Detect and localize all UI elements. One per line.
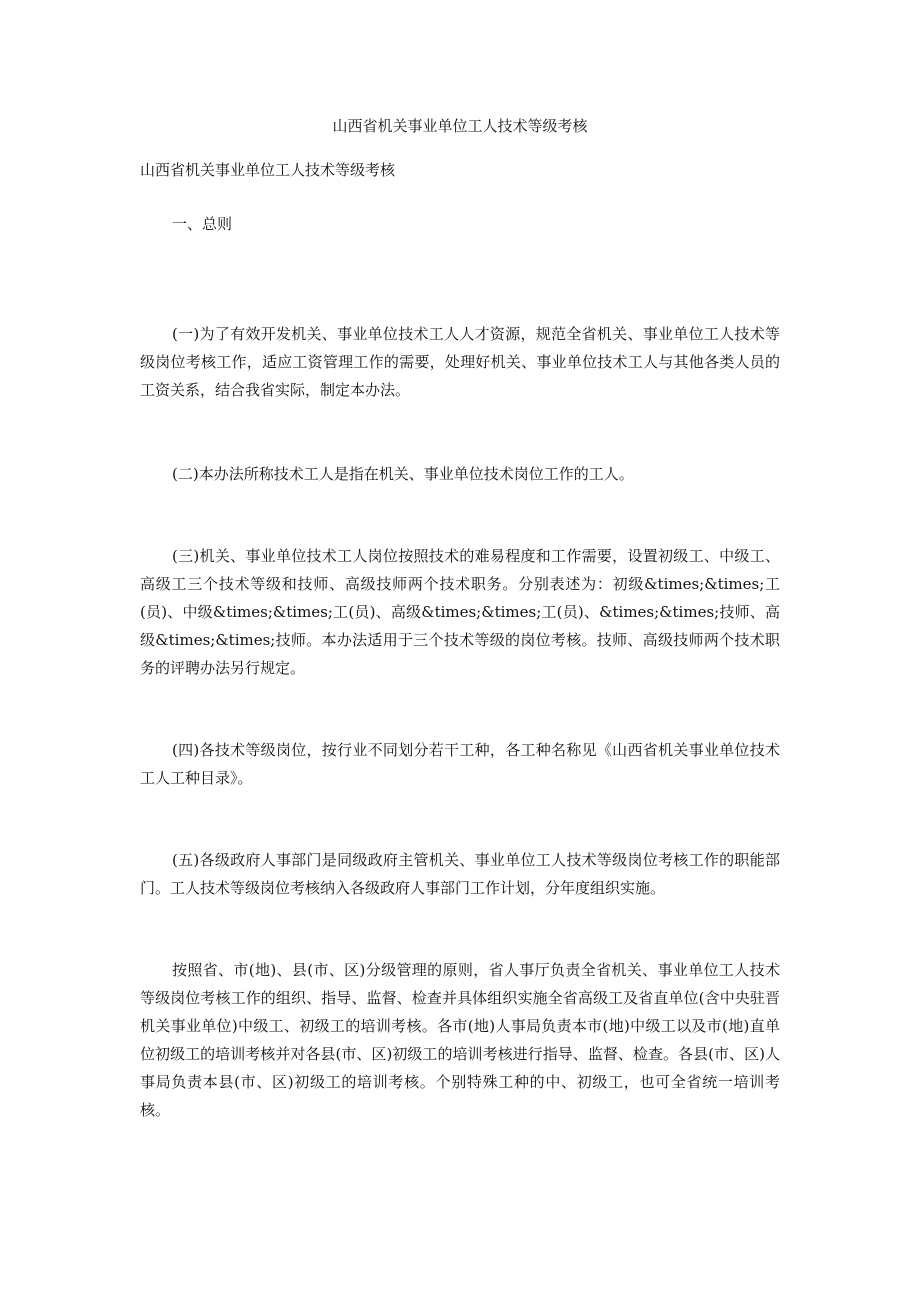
paragraph-3: (三)机关、事业单位技术工人岗位按照技术的难易程度和工作需要，设置初级工、中级工、高级工三个技术等级和技师、高级技师两个技术职务。分别表述为：初级&times;&times;工(员)、中级&times;&times;工(员)、高级&times;&times;工(员)、&times;&times;技师、高级&times;&times;技师。本办法适用于三个技术等级的岗位考核。技师、高级技师两个技术职务的评聘办法另行规定。 — [140, 547, 780, 677]
paragraph-2: (二)本办法所称技术工人是指在机关、事业单位技术岗位工作的工人。 — [172, 465, 634, 483]
paragraph-5: (五)各级政府人事部门是同级政府主管机关、事业单位工人技术等级岗位考核工作的职能部门。工人技术等级岗位考核纳入各级政府人事部门工作计划，分年度组织实施。 — [140, 851, 780, 897]
paragraph-6: 按照省、市(地)、县(市、区)分级管理的原则，省人事厅负责全省机关、事业单位工人技术等级岗位考核工作的组织、指导、监督、检查并具体组织实施全省高级工及省直单位(含中央驻晋机关事业单位)中级工、初级工的培训考核。各市(地)人事局负责本市(地)中级工以及市(地)直单位初级工的培训考核并对各县(市、区)初级工的培训考核进行指导、监督、检查。各县(市、区)人事局负责本县(市、区)初级工的培训考核。个别特殊工种的中、初级工，也可全省统一培训考核。 — [140, 961, 780, 1119]
paragraph-1: (一)为了有效开发机关、事业单位技术工人人才资源，规范全省机关、事业单位工人技术等级岗位考核工作，适应工资管理工作的需要，处理好机关、事业单位技术工人与其他各类人员的工资关系，结合我省实际，制定本办法。 — [140, 325, 780, 399]
paragraph-4: (四)各技术等级岗位，按行业不同划分若干工种，各工种名称见《山西省机关事业单位技术工人工种目录》。 — [140, 741, 780, 787]
section-heading: 一、总则 — [172, 215, 233, 233]
page-title: 山西省机关事业单位工人技术等级考核 — [332, 117, 588, 135]
document-subtitle: 山西省机关事业单位工人技术等级考核 — [140, 161, 396, 179]
